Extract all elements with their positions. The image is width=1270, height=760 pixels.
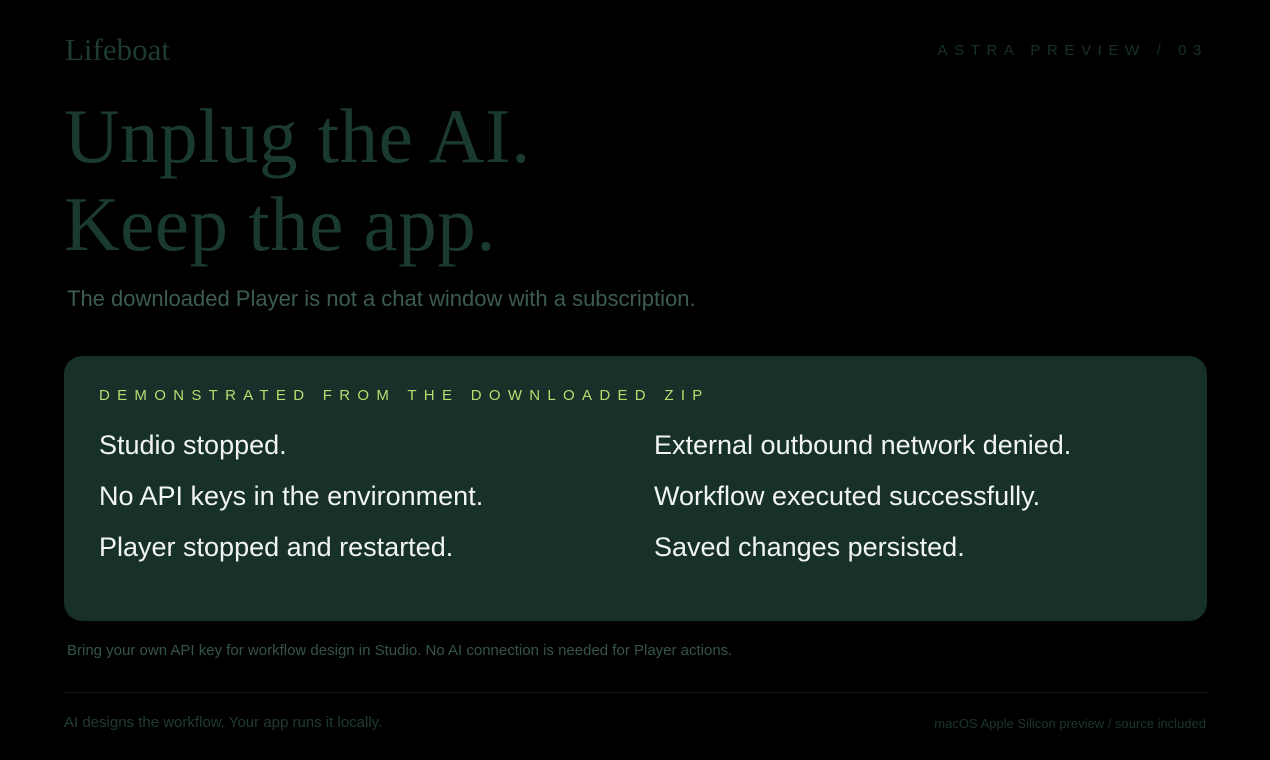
headline-line-2: Keep the app. xyxy=(64,181,496,267)
preview-eyebrow: ASTRA PREVIEW / 03 xyxy=(937,42,1208,59)
facts-list xyxy=(99,428,1199,581)
api-key-note: Bring your own API key for workflow design in Studio. No AI connection is needed for Player actions. xyxy=(67,642,733,659)
footer-divider xyxy=(64,692,1207,693)
fact-item: External outbound network denied. xyxy=(654,430,1072,460)
fact-item: Studio stopped. xyxy=(99,430,287,460)
fact-item: Saved changes persisted. xyxy=(654,532,965,562)
panel-label: DEMONSTRATED FROM THE DOWNLOADED ZIP xyxy=(99,387,710,404)
footer-platform-note: macOS Apple Silicon preview / source included xyxy=(934,716,1206,731)
brand-logo: Lifeboat xyxy=(65,32,171,67)
headline-line-1: Unplug the AI. xyxy=(64,93,531,179)
footer-tagline: AI designs the workflow. Your app runs it locally. xyxy=(64,714,383,731)
headline xyxy=(64,92,531,268)
fact-item: Workflow executed successfully. xyxy=(654,481,1041,511)
fact-item: No API keys in the environment. xyxy=(99,481,484,511)
fact-item: Player stopped and restarted. xyxy=(99,532,454,562)
subheadline: The downloaded Player is not a chat window with a subscription. xyxy=(67,286,696,311)
demonstration-panel xyxy=(64,356,1207,621)
